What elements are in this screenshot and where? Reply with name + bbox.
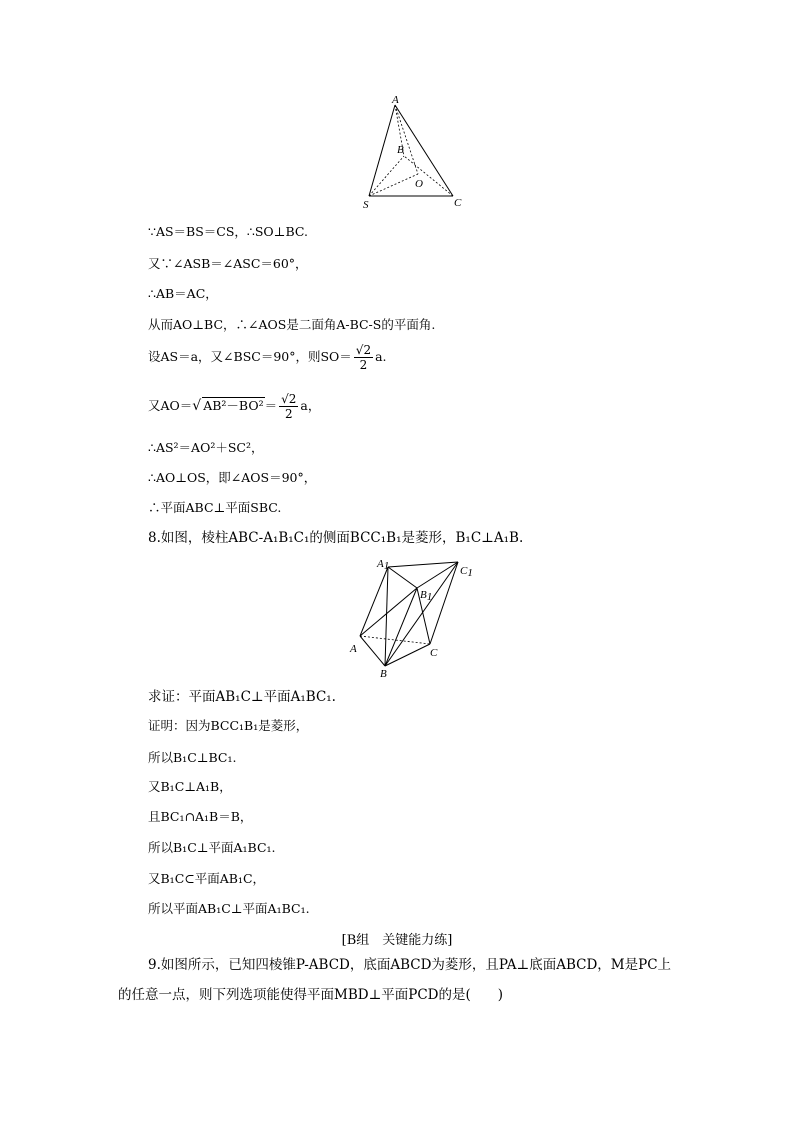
proof-line-4: 且BC₁∩A₁B＝B， — [148, 809, 253, 824]
proof-line-3: 又B₁C⊥A₁B， — [148, 779, 232, 794]
proof-line-6: 又B₁C⊂平面AB₁C， — [148, 871, 266, 886]
solution-line-1: ∵AS＝BS＝CS，∴SO⊥BC. — [148, 224, 308, 239]
label-B: B — [380, 668, 387, 680]
label-A: A — [350, 643, 357, 655]
figure-tetrahedron — [355, 92, 470, 212]
line6-prefix: 又AO＝ — [148, 398, 193, 413]
solution-line-4: 从而AO⊥BC，∴∠AOS是二面角A-BC-S的平面角. — [148, 317, 436, 332]
proof-line-2: 所以B₁C⊥BC₁. — [148, 750, 237, 765]
label-A1: A1 — [377, 558, 390, 572]
label-C: C — [430, 647, 438, 659]
label-A: A — [392, 94, 399, 106]
solution-line-3: ∴AB＝AC， — [148, 286, 218, 301]
solution-line-8: ∴AO⊥OS，即∠AOS＝90°， — [148, 470, 317, 485]
solution-line-6 — [148, 392, 320, 421]
line6-suffix: a， — [300, 398, 321, 413]
label-B1: B1 — [420, 589, 433, 603]
radical-sign: √ — [192, 398, 202, 414]
label-C: C — [454, 197, 462, 209]
prism-diagram — [345, 556, 480, 681]
line6-equals: ＝ — [264, 398, 278, 413]
problem-9: 9.如图所示，已知四棱锥P-ABCD，底面ABCD为菱形，且PA⊥底面ABCD，M是PC上的任意一点，则下列选项能使得平面MBD⊥平面PCD的是( ) — [118, 957, 672, 1003]
solution-line-5 — [148, 343, 387, 372]
line5-prefix: 设AS＝a，又∠BSC＝90°，则SO＝ — [148, 349, 352, 364]
proof-line-5: 所以B₁C⊥平面A₁BC₁. — [148, 840, 276, 855]
label-O: O — [415, 178, 423, 190]
problem-8-stem: 8.如图，棱柱ABC-A₁B₁C₁的侧面BCC₁B₁是菱形，B₁C⊥A₁B. — [148, 530, 524, 546]
label-B: B — [397, 144, 404, 156]
radicand: AB²－BO² — [203, 398, 264, 413]
tetrahedron-diagram — [355, 92, 470, 212]
solution-line-7: ∴AS²＝AO²＋SC²， — [148, 440, 264, 455]
section-heading: [B组 关键能力练] — [341, 933, 453, 948]
fraction-numerator-b: √2 — [281, 392, 297, 406]
label-C1: C1 — [460, 565, 473, 579]
proof-line-7: 所以平面AB₁C⊥平面A₁BC₁. — [148, 901, 310, 916]
fraction-sqrt2-over-2-b — [279, 392, 298, 421]
solution-line-2: 又∵∠ASB＝∠ASC＝60°， — [148, 256, 308, 271]
label-S: S — [363, 199, 369, 211]
fraction-denominator-b: 2 — [284, 407, 293, 421]
line5-suffix: a. — [375, 349, 387, 364]
proof-line-1: 证明：因为BCC₁B₁是菱形， — [148, 718, 309, 733]
fraction-sqrt2-over-2 — [354, 343, 373, 372]
problem-8-prove: 求证：平面AB₁C⊥平面A₁BC₁. — [148, 689, 336, 705]
figure-prism — [345, 556, 480, 681]
solution-line-9: ∴平面ABC⊥平面SBC. — [148, 500, 282, 515]
fraction-denominator: 2 — [359, 358, 368, 372]
fraction-numerator: √2 — [355, 343, 372, 357]
